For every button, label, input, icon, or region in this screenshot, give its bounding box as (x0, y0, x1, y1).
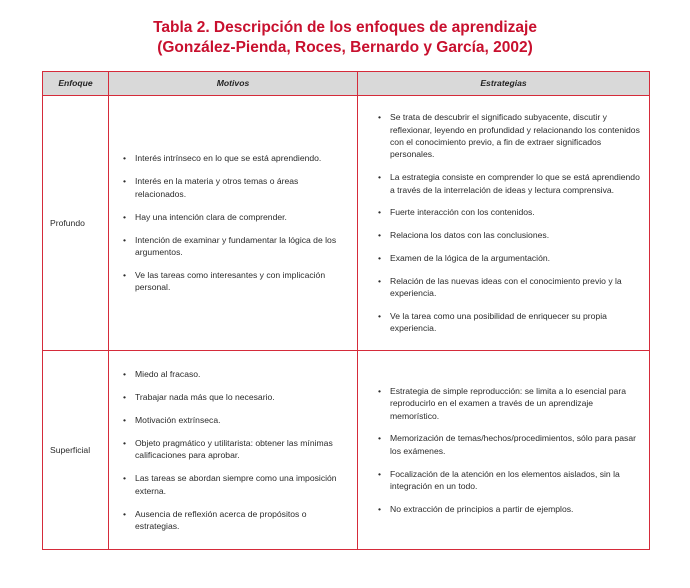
table-title (0, 18, 690, 58)
bullet-icon: • (378, 433, 382, 444)
motivos-list (109, 152, 357, 294)
list-item (123, 437, 347, 462)
list-item-text: Interés en la materia y otros temas o áreas relacionados. (135, 176, 299, 199)
bullet-icon: • (123, 270, 127, 280)
enfoque-cell: Superficial (43, 351, 109, 550)
bullet-icon: • (378, 112, 382, 123)
bullet-icon: • (378, 468, 382, 479)
bullet-icon: • (378, 385, 382, 396)
list-item-text: Interés intrínseco en lo que se está aprendiendo. (135, 153, 322, 164)
motivos-list (109, 368, 357, 533)
bullet-icon: • (378, 172, 382, 183)
estrategias-list (358, 111, 649, 335)
list-item (378, 229, 641, 241)
header-row (43, 72, 650, 96)
bullet-icon: • (378, 230, 382, 241)
list-item-text: Objeto pragmático y utilitarista: obtener las mínimas calificaciones para aprobar. (135, 437, 333, 461)
list-item (123, 211, 347, 223)
list-item (378, 171, 641, 196)
bullet-icon: • (123, 176, 127, 187)
list-item-text: Fuerte interacción con los contenidos. (390, 207, 535, 218)
list-item (378, 468, 641, 493)
list-item (123, 368, 347, 380)
list-item (123, 269, 347, 294)
header-estrategias: Estrategias (358, 72, 650, 96)
list-item-text: Miedo al fracaso. (135, 368, 201, 379)
bullet-icon: • (123, 211, 127, 222)
list-item-text: Las tareas se abordan siempre como una imposición externa. (135, 473, 337, 496)
list-item-text: Motivación extrínseca. (135, 414, 221, 425)
bullet-icon: • (123, 473, 127, 484)
bullet-icon: • (123, 391, 127, 402)
bullet-icon: • (123, 508, 127, 519)
bullet-icon: • (378, 311, 382, 321)
table-title-line-1: Tabla 2. Descripción de los enfoques de aprendizaje (153, 19, 537, 36)
list-item-text: Hay una intención clara de comprender. (135, 211, 287, 222)
list-item (123, 508, 347, 533)
list-item-text: Estrategia de simple reproducción: se limita a lo esencial para reproducirlo en el examen a través de un aprendizaje memorístico. (390, 385, 626, 421)
estrategias-cell (358, 96, 650, 351)
bullet-icon: • (378, 503, 382, 514)
list-item-text: Ve la tarea como una posibilidad de enriquecer su propia experiencia. (390, 311, 607, 334)
bullet-icon: • (123, 234, 127, 245)
estrategias-cell (358, 351, 650, 550)
list-item-text: Relaciona los datos con las conclusiones. (390, 230, 550, 241)
header-enfoque: Enfoque (43, 72, 109, 96)
list-item (123, 472, 347, 497)
list-item-text: Relación de las nuevas ideas con el conocimiento previo y la experiencia. (390, 275, 622, 299)
list-item-text: Se trata de descubrir el significado subyacente, discutir y reflexionar, leyendo en profundidad y relacionando los contenidos con el conocimiento previo, a fin de extraer significados personales. (390, 112, 640, 160)
bullet-icon: • (378, 253, 382, 263)
list-item (378, 503, 641, 515)
list-item-text: Focalización de la atención en los elementos aislados, sin la integración en un todo. (390, 468, 620, 491)
motivos-cell (109, 96, 358, 351)
list-item-text: Ausencia de reflexión acerca de propósitos o estrategias. (135, 508, 307, 531)
list-item (378, 206, 641, 218)
list-item-text: No extracción de principios a partir de ejemplos. (390, 503, 574, 514)
list-item-text: Examen de la lógica de la argumentación. (390, 253, 551, 263)
list-item (123, 175, 347, 200)
bullet-icon: • (378, 207, 382, 218)
table-title-line-2: (González-Pienda, Roces, Bernardo y García, 2002) (157, 39, 533, 56)
bullet-icon: • (123, 368, 127, 379)
list-item (378, 111, 641, 161)
list-item-text: Ve las tareas como interesantes y con implicación personal. (135, 270, 326, 293)
list-item (123, 391, 347, 403)
list-item-text: Trabajar nada más que lo necesario. (135, 391, 275, 402)
list-item (123, 414, 347, 426)
list-item (378, 275, 641, 300)
table-row (43, 96, 650, 351)
estrategias-list (358, 385, 649, 515)
list-item (123, 152, 347, 164)
list-item (123, 234, 347, 259)
list-item-text: La estrategia consiste en comprender lo que se está aprendiendo a través de la interrelación de ideas y lectura comprensiva. (390, 172, 640, 195)
enfoque-cell: Profundo (43, 96, 109, 351)
list-item (378, 252, 641, 264)
list-item (378, 432, 641, 457)
list-item-text: Intención de examinar y fundamentar la lógica de los argumentos. (135, 234, 337, 257)
approaches-table (42, 71, 650, 550)
list-item (378, 310, 641, 335)
list-item (378, 385, 641, 422)
motivos-cell (109, 351, 358, 550)
bullet-icon: • (378, 275, 382, 286)
bullet-icon: • (123, 153, 127, 164)
bullet-icon: • (123, 437, 127, 448)
table-row (43, 351, 650, 550)
header-motivos: Motivos (109, 72, 358, 96)
list-item-text: Memorización de temas/hechos/procedimientos, sólo para pasar los exámenes. (390, 433, 637, 456)
bullet-icon: • (123, 414, 127, 425)
